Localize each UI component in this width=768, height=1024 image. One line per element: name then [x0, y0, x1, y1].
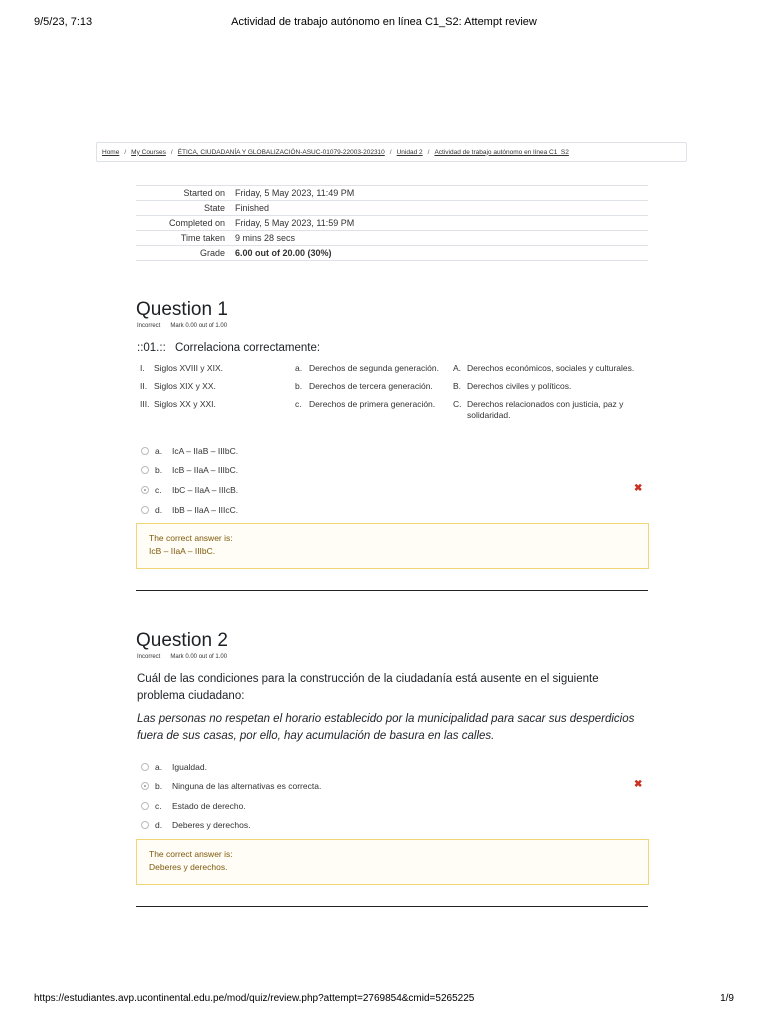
breadcrumb-unit[interactable]: Unidad 2 [396, 148, 423, 156]
breadcrumb-activity[interactable]: Actividad de trabajo autónomo en línea C1_S2 [434, 148, 569, 156]
attempt-summary-table [136, 185, 648, 261]
summary-label: Grade [136, 246, 230, 261]
summary-row-state [136, 201, 648, 216]
breadcrumb-separator: / [124, 148, 127, 156]
breadcrumb-separator: / [427, 148, 430, 156]
radio-icon[interactable] [141, 486, 149, 494]
summary-row-completed [136, 216, 648, 231]
question-2-prompt: Cuál de las condiciones para la construcción de la ciudadanía está ausente en el siguiente problema ciudadano: [137, 673, 599, 702]
matching-column-periods [140, 363, 280, 417]
radio-icon[interactable] [141, 466, 149, 474]
question-1-title: Question 1 [136, 299, 228, 320]
print-url: https://estudiantes.avp.ucontinental.edu.pe/mod/quiz/review.php?attempt=2769854&cmid=5265225 [34, 993, 475, 1004]
breadcrumb-separator: / [170, 148, 173, 156]
print-title: Actividad de trabajo autónomo en línea C1_S2: Attempt review [231, 16, 537, 28]
answer-option[interactable]: c. Estado de derecho. [141, 801, 246, 811]
print-page-number: 1/9 [720, 993, 734, 1004]
radio-icon[interactable] [141, 782, 149, 790]
summary-label: State [136, 201, 230, 216]
answer-option-selected[interactable]: c. IbC – IIaA – IIIcB. [141, 485, 238, 495]
feedback-title: The correct answer is: [149, 533, 233, 543]
radio-icon[interactable] [141, 763, 149, 771]
answer-option[interactable]: d. IbB – IIaA – IIIcC. [141, 505, 238, 515]
question-prompt: Correlaciona correctamente: [174, 342, 321, 354]
summary-label: Completed on [136, 216, 230, 231]
x-icon: ✖ [634, 483, 643, 494]
breadcrumb-home[interactable]: Home [102, 148, 120, 156]
question-mark: Mark 0.00 out of 1.00 [170, 323, 228, 329]
answer-option-selected[interactable]: b. Ninguna de las alternativas es correcta. [141, 781, 321, 791]
summary-label: Started on [136, 186, 230, 201]
question-2-meta [137, 654, 227, 660]
question-1-text [137, 342, 320, 354]
list-item: b. Derechos de tercera generación. [295, 381, 433, 391]
matching-column-generations [295, 363, 450, 417]
feedback-title: The correct answer is: [149, 849, 233, 859]
answer-option[interactable]: a. IcA – IIaB – IIIbC. [141, 446, 238, 456]
answer-option[interactable]: a. Igualdad. [141, 762, 207, 772]
breadcrumb-course[interactable]: ÉTICA, CIUDADANÍA Y GLOBALIZACIÓN-ASUC-01079-22003-202310 [177, 148, 385, 156]
breadcrumb-my-courses[interactable]: My Courses [131, 148, 166, 156]
list-item: C. Derechos relacionados con justicia, paz y solidaridad. [453, 399, 624, 420]
feedback-answer: Deberes y derechos. [149, 862, 228, 872]
print-date: 9/5/23, 7:13 [34, 16, 93, 28]
correct-answer-feedback [136, 523, 649, 569]
summary-row-started [136, 186, 648, 201]
breadcrumb-separator: / [389, 148, 392, 156]
answer-option[interactable]: d. Deberes y derechos. [141, 820, 250, 830]
x-icon: ✖ [634, 779, 643, 790]
question-2-scenario: Las personas no respetan el horario establecido por la municipalidad para sacar sus desperdicios fuera de sus casas, por ello, hay acumulación de basura en las calles. [137, 713, 635, 742]
radio-icon[interactable] [141, 447, 149, 455]
correct-answer-feedback [136, 839, 649, 885]
question-1-meta [137, 323, 227, 329]
radio-icon[interactable] [141, 802, 149, 810]
summary-row-time [136, 231, 648, 246]
summary-row-grade [136, 246, 648, 261]
question-status: Incorrect [137, 323, 161, 329]
list-item: B. Derechos civiles y políticos. [453, 381, 572, 391]
radio-icon[interactable] [141, 821, 149, 829]
answer-option[interactable]: b. IcB – IIaA – IIIbC. [141, 465, 238, 475]
list-item: A. Derechos económicos, sociales y culturales. [453, 363, 635, 373]
matching-column-rights [453, 363, 648, 428]
list-item: I. Siglos XVIII y XIX. [140, 363, 223, 373]
divider [136, 906, 648, 907]
summary-value: 9 mins 28 secs [230, 231, 648, 246]
summary-label: Time taken [136, 231, 230, 246]
list-item: II. Siglos XIX y XX. [140, 381, 216, 391]
question-status: Incorrect [137, 654, 161, 660]
feedback-answer: IcB – IIaA – IIIbC. [149, 546, 216, 556]
list-item: III. Siglos XX y XXI. [140, 399, 216, 409]
question-number: ::01.:: [137, 342, 166, 354]
summary-value: Friday, 5 May 2023, 11:49 PM [230, 186, 648, 201]
summary-value: 6.00 out of 20.00 (30%) [230, 246, 648, 261]
question-2-title: Question 2 [136, 630, 228, 651]
breadcrumb [96, 142, 687, 162]
divider [136, 590, 648, 591]
summary-value: Finished [230, 201, 648, 216]
list-item: c. Derechos de primera generación. [295, 399, 436, 409]
summary-value: Friday, 5 May 2023, 11:59 PM [230, 216, 648, 231]
radio-icon[interactable] [141, 506, 149, 514]
list-item: a. Derechos de segunda generación. [295, 363, 439, 373]
question-mark: Mark 0.00 out of 1.00 [170, 654, 228, 660]
